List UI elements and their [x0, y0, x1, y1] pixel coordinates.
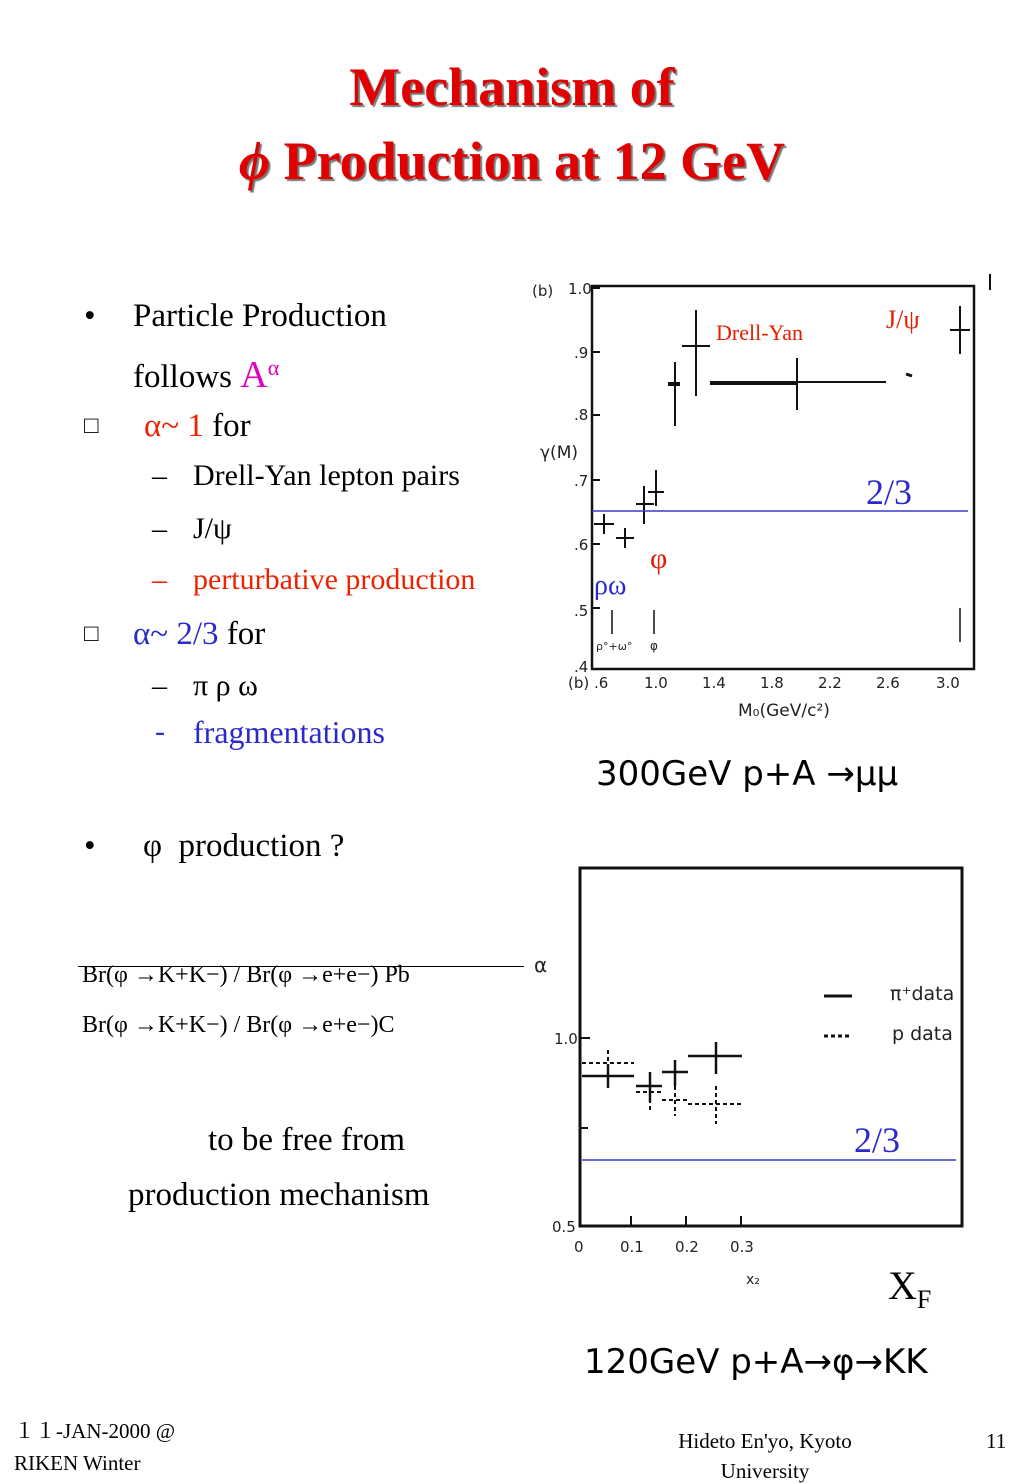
bullet-3-item-1: – — [152, 669, 167, 702]
title-line-1: Mechanism of — [349, 57, 675, 117]
plot-2-y-tick-1: 1.0 — [554, 1030, 578, 1048]
plot-1-point-2 — [648, 470, 664, 506]
plot-1-x-tick: 1.8 — [760, 674, 784, 692]
plot-2-p-point-4 — [688, 1086, 742, 1124]
plot-2-x-tick-3: 0.2 — [675, 1238, 699, 1256]
plot-2-xf-sub: F — [916, 1285, 932, 1314]
bullet-1-text — [133, 296, 387, 397]
plot-2-xf: X — [888, 1263, 917, 1308]
bullet-2-item-3: – — [152, 563, 167, 596]
footer-date — [14, 1418, 175, 1476]
plot-2-xf-label — [888, 1262, 931, 1324]
footer-date-line-2: RIKEN Winter — [14, 1451, 141, 1475]
plot-2-legend-pi: π⁺data — [890, 983, 955, 1005]
footer-author-line-1: Hideto En'yo, Kyoto — [678, 1429, 852, 1453]
plot-1-arrow-label-rho: ρ°+ω° — [596, 640, 633, 653]
bullet-1 — [84, 296, 96, 336]
bullet-4 — [143, 826, 344, 866]
plot-1-y-tick: 1.0 — [568, 280, 592, 298]
plot-1-xlabel: M₀(GeV/c²) — [738, 701, 830, 721]
plot-1-x-tick: 2.6 — [876, 674, 900, 692]
plot-2-frame — [580, 868, 962, 1226]
dash: – — [152, 459, 167, 492]
plot-2-x-tick-4: 0.3 — [730, 1238, 754, 1256]
plot-2-x-tick-1: 0 — [574, 1238, 584, 1256]
bullet-4-text: production ? — [178, 828, 345, 864]
bullet-4-marker: • — [84, 828, 96, 864]
bullet-3-alpha: α~ 2/3 — [133, 616, 219, 652]
plot-2-pi-point-4 — [688, 1042, 742, 1074]
plot-1-label-rho-omega: ρω — [594, 570, 627, 601]
bullet-4-phi: φ — [143, 828, 163, 864]
plot-1-point-rho — [594, 514, 614, 534]
plot-1 — [530, 270, 1000, 730]
plot-1-caption: 300GeV p+A →μμ — [596, 754, 899, 794]
bullet-1-follows: follows — [133, 359, 232, 395]
plot-1-x-tick: 1.0 — [644, 674, 668, 692]
plot-1-x-tick: 1.4 — [702, 674, 726, 692]
bullet-2-item-2-text: J/ψ — [193, 512, 232, 545]
plot-1-point-3 — [668, 362, 680, 426]
plot-1-arrows — [612, 608, 960, 642]
plot-1-x-tick: 2.2 — [818, 674, 842, 692]
footer-page-number: 11 — [986, 1429, 1007, 1453]
plot-1-y-tick: .7 — [574, 472, 589, 490]
bullet-2-item-3-text: perturbative production — [193, 563, 476, 596]
bullet-2-item-1 — [152, 458, 167, 494]
plot-2-pi-data — [582, 1042, 742, 1102]
plot-1-point-dot — [906, 374, 912, 376]
plot-1-panel-tag: (b) — [532, 282, 554, 300]
bullet-3-item-2-text: fragmentations — [193, 714, 385, 750]
bullet-3 — [133, 614, 265, 654]
plot-2-legend-p: p data — [892, 1023, 953, 1045]
bullet-2-item-1-text: Drell-Yan lepton pairs — [193, 459, 460, 492]
bullet-3-for: for — [218, 616, 266, 652]
plot-2-x-tick-2: 0.1 — [620, 1238, 644, 1256]
footer-author-line-2: University — [720, 1459, 810, 1483]
plot-1-point-omega — [616, 528, 634, 548]
plot-2-pi-point-3 — [662, 1060, 688, 1086]
plot-1-y-ticks — [568, 280, 592, 676]
title-line-2 — [0, 124, 1024, 198]
free-text-line-2: production mechanism — [128, 1177, 430, 1213]
plot-1-x-ticks — [568, 674, 960, 692]
plot-2 — [534, 860, 970, 1300]
bullet-2-for: for — [203, 408, 251, 444]
plot-1-label-jpsi: J/ψ — [886, 305, 920, 334]
plot-1-arrow-label-phi: φ — [650, 639, 658, 653]
plot-1-label-phi: φ — [650, 542, 668, 575]
bullet-3-item-1-text: π ρ ω — [193, 669, 258, 702]
plot-1-ylabel: γ(M) — [540, 443, 578, 463]
footer-date-line-1: １１-JAN-2000 @ — [14, 1419, 176, 1443]
title-line-2-text: Production at 12 GeV — [283, 131, 786, 191]
bullet-1-line-2 — [133, 348, 387, 397]
footer-author — [648, 1428, 882, 1484]
plot-1-point-jpsi — [950, 306, 970, 354]
plot-2-ylabel: α — [534, 953, 548, 977]
plot-1-point-4 — [682, 310, 710, 396]
bullet-3-marker: □ — [84, 621, 99, 647]
plot-1-y-tick: .4 — [574, 658, 589, 676]
plot-1-y-tick: .6 — [574, 536, 589, 554]
plot-1-y-tick: .5 — [574, 602, 589, 620]
bullet-1-A: A — [240, 354, 268, 396]
bullet-2 — [144, 406, 251, 446]
plot-1-x-tick: 3.0 — [936, 674, 960, 692]
ratio-divider — [78, 966, 524, 967]
bullet-2-alpha: α~ 1 — [144, 408, 204, 444]
ratio-pb: Br(φ →K+K−) / Br(φ →e+e−) Pb — [82, 962, 410, 988]
plot-1-x-tick: (b) .6 — [568, 674, 609, 692]
plot-2-p-point-3 — [662, 1086, 688, 1116]
bullet-2-item-2: – — [152, 512, 167, 545]
title-phi: ϕ — [238, 131, 271, 191]
free-text-line-1: to be free from — [208, 1122, 405, 1158]
plot-2-y-tick-2: 0.5 — [552, 1218, 576, 1236]
bullet-1-marker: • — [84, 298, 96, 334]
plot-1-y-tick: .8 — [574, 406, 589, 424]
plot-1-label-drell-yan: Drell-Yan — [716, 320, 803, 345]
bullet-1-alpha: α — [267, 355, 280, 380]
plot-1-drell-yan-band — [710, 358, 886, 410]
plot-2-caption: 120GeV p+A→φ→KK — [584, 1342, 928, 1382]
bullet-1-line-1: Particle Production — [133, 298, 387, 334]
bullet-3-item-2: - — [155, 715, 165, 748]
plot-2-label-two-thirds: 2/3 — [854, 1120, 901, 1160]
slide-title — [0, 50, 1024, 198]
plot-1-label-two-thirds: 2/3 — [866, 472, 913, 512]
plot-1-y-tick: .9 — [574, 344, 589, 362]
bullet-2-marker: □ — [84, 413, 99, 439]
plot-2-xlabel: x₂ — [746, 1272, 760, 1288]
ratio-c: Br(φ →K+K−) / Br(φ →e+e−)C — [82, 1012, 395, 1038]
